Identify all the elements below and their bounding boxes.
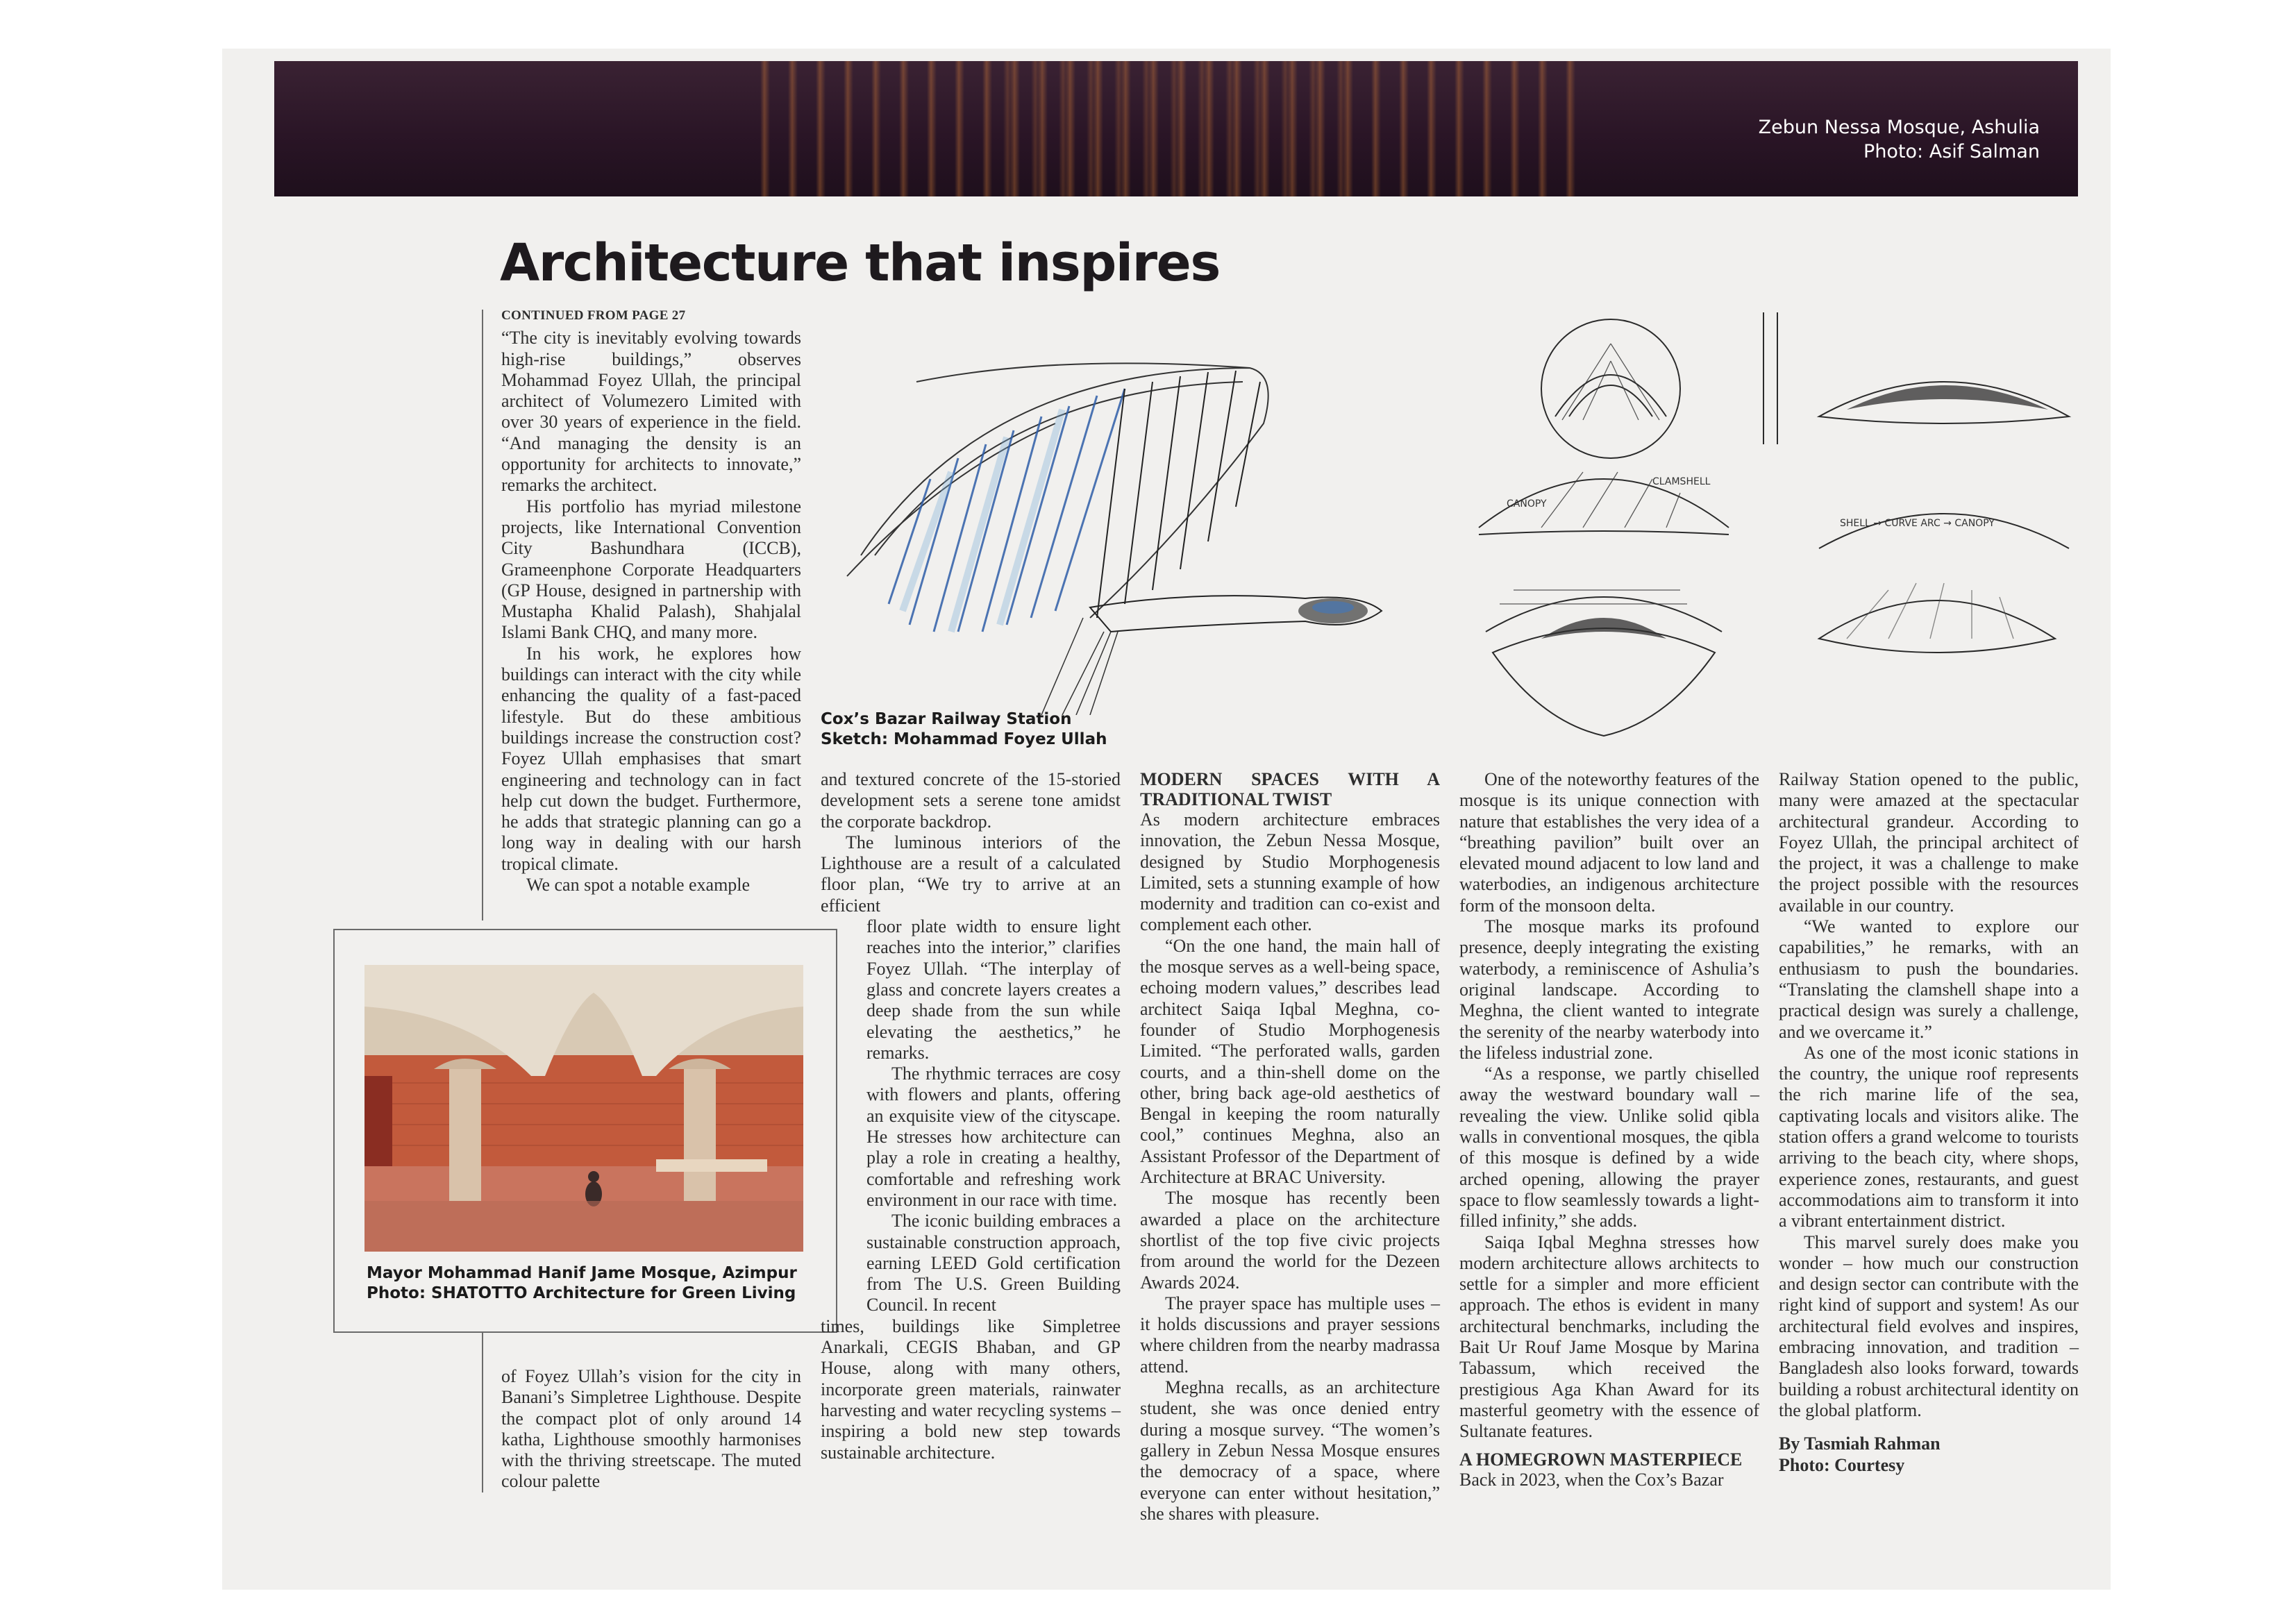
continued-kicker: CONTINUED FROM PAGE 27 [501, 308, 686, 323]
mosque-interior-photo [364, 965, 803, 1252]
mosque-interior-illustration [364, 965, 803, 1252]
paragraph: The rhythmic terraces are cosy with flowers and plants, offering an exquisite view of the cityscape. He stresses how architecture can play a role in creating a healthy, comfortable and refreshing work environment in our race with time. [866, 1063, 1121, 1210]
paragraph: In his work, he explores how buildings can interact with the city while enhancing the quality of a fast-paced lifestyle. But do these ambitious buildings increase the construction cost? Foyez Ullah emphasises that smart engineering and technology can in fact help cut down the budget. Furthermore, he adds that strategic planning can go a long way in dealing with our harsh tropical climate. [501, 643, 801, 874]
paragraph: Back in 2023, when the Cox’s Bazar [1459, 1469, 1724, 1490]
paragraph: His portfolio has myriad milestone projects, like International Convention City Bashundhara (ICCB), Grameenphone Corporate Headquarters (GP House, designed in partnership with Mustapha Khalid Palash), Shahjalal Islami Bank CHQ, and many more. [501, 496, 801, 643]
column-2 [821, 769, 1121, 1463]
photo-caption-credit: Photo: SHATOTTO Architecture for Green Living [367, 1284, 796, 1302]
paragraph: Meghna recalls, as an architecture student, she was once denied entry during a mosque survey. “The women’s gallery in Zebun Nessa Mosque ensures the democracy of a space, where everyone can enter without hesitation,” she shares with pleasure. [1140, 1377, 1440, 1524]
paragraph: As modern architecture embraces innovation, the Zebun Nessa Mosque, designed by Studio Morphogenesis Limited, sets a stunning example of how modernity and tradition can co-exist and complement each other. [1140, 809, 1440, 935]
banner-photo [274, 61, 2078, 196]
article-headline: Architecture that inspires [500, 233, 1220, 293]
photo-caption [367, 1263, 797, 1304]
paragraph: Railway Station opened to the public, many were amazed at the spectacular architectural grandeur. According to Foyez Ullah, the principal architect of the project, it was a challenge to make the project possible with the resources available in our country. [1779, 769, 2079, 916]
paragraph: “The city is inevitably evolving towards high-rise buildings,” observes Mohammad Foyez Ullah, the principal architect of Volumezero Limited with over 30 years of experience in the field. “And managing the density is an opportunity for architects to innovate,” remarks the architect. [501, 328, 801, 496]
photo-caption-title: Mayor Mohammad Hanif Jame Mosque, Azimpur [367, 1264, 797, 1282]
paragraph: This marvel surely does make you wonder – how much our construction and design sector can contribute with the right kind of support and system! As our architectural field evolves and inspires, embracing innovation, and tradition – Bangladesh also looks forward, towards building a robust architectural identity on the global platform. [1779, 1231, 2079, 1420]
column-1-continued [501, 1366, 801, 1492]
concept-sketches [1458, 305, 2118, 750]
column-3 [1140, 769, 1440, 1524]
byline: By Tasmiah Rahman [1779, 1433, 1941, 1454]
photo-credit: Photo: Courtesy [1779, 1454, 1905, 1475]
paragraph: floor plate width to ensure light reaches into the interior,” clarifies Foyez Ullah. “The interplay of glass and concrete layers creates a deep shade from the sun while elevating the aesthetics,” he remarks. [866, 916, 1121, 1063]
sketch-label: CLAMSHELL [1652, 476, 1711, 487]
column-5 [1779, 769, 2079, 1476]
paragraph: “We wanted to explore our capabilities,” he remarks, with an enthusiasm to push the boundaries. “Translating the clamshell shape into a practical design was surely a challenge, and we overcame it.” [1779, 916, 2079, 1042]
section-heading: MODERN SPACES WITH A TRADITIONAL TWIST [1140, 769, 1440, 809]
paragraph: We can spot a notable example [526, 875, 751, 895]
section-heading: A HOMEGROWN MASTERPIECE [1459, 1449, 1743, 1470]
banner-caption-credit: Photo: Asif Salman [1863, 141, 2040, 162]
column-rule [482, 310, 483, 920]
banner-caption-title: Zebun Nessa Mosque, Ashulia [1758, 117, 2040, 138]
sketch-caption-credit: Sketch: Mohammad Foyez Ullah [821, 730, 1107, 748]
column-rule [482, 1333, 483, 1492]
station-sketch [833, 326, 1437, 715]
paragraph: The mosque marks its profound presence, deeply integrating the existing waterbody, a reminiscence of Ashulia’s original landscape. According to Meghna, the client wanted to integrate the serenity of the nearby waterbody into the lifeless industrial zone. [1459, 916, 1759, 1063]
paragraph: The prayer space has multiple uses – it holds discussions and prayer sessions where children from the nearby madrassa attend. [1140, 1293, 1440, 1377]
paragraph: “As a response, we partly chiselled away the westward boundary wall – revealing the view. Unlike solid qibla walls in conventional mosques, the qibla of this mosque is defined by a wide arched opening, allowing the prayer space to flow seamlessly towards a light-filled infinity,” she adds. [1459, 1063, 1759, 1231]
paragraph: As one of the most iconic stations in the country, the unique roof represents the rich marine life of the sea, captivating locals and visitors alike. The station offers a grand welcome to tourists arriving to the beach city, where shops, experience zones, restaurants, and guest accommodations aim to transform it into a vibrant entertainment district. [1779, 1042, 2079, 1231]
column-4 [1459, 769, 1759, 1490]
paragraph: One of the noteworthy features of the mosque is its unique connection with nature that establishes the very idea of a “breathing pavilion” built over an elevated mound adjacent to low land and waterbodies, an indigenous architecture form of the monsoon delta. [1459, 769, 1759, 916]
paragraph: times, buildings like Simpletree Anarkali, CEGIS Bhaban, and GP House, along with many others, incorporate green materials, rainwater harvesting and water recycling systems – inspiring a bold new step towards sustainable architecture. [821, 1315, 1121, 1463]
sketch-caption [821, 709, 1107, 750]
paragraph: The iconic building embraces a sustainable construction approach, earning LEED Gold certification from The U.S. Green Building Council. In recent [866, 1211, 1121, 1315]
sketch-label: SHELL → CURVE ARC → CANOPY [1840, 518, 1995, 529]
column-1 [501, 305, 801, 895]
sketch-caption-title: Cox’s Bazar Railway Station [821, 710, 1072, 728]
paragraph: and textured concrete of the 15-storied development sets a serene tone amidst the corporate backdrop. [821, 769, 1121, 832]
paragraph: The mosque has recently been awarded a place on the architecture shortlist of the top five civic projects from around the world for the Dezeen Awards 2024. [1140, 1188, 1440, 1293]
sketch-label: CANOPY [1507, 498, 1547, 510]
banner-caption [1759, 115, 2040, 164]
paragraph: The luminous interiors of the Lighthouse are a result of a calculated floor plan, “We try to arrive at an efficient [821, 832, 1121, 916]
paragraph: “On the one hand, the main hall of the mosque serves as a well-being space, echoing modern values,” describes lead architect Saiqa Iqbal Meghna, co-founder of Studio Morphogenesis Limited. “The perforated walls, garden courts, and a thin-shell dome on the other, bring back age-old aesthetics of Bengal in keeping the room naturally cool,” continues Meghna, also an Assistant Professor of the Department of Architecture at BRAC University. [1140, 935, 1440, 1188]
paragraph: of Foyez Ullah’s vision for the city in Banani’s Simpletree Lighthouse. Despite the compact plot of only around 14 katha, Lighthouse smoothly harmonises with the thriving streetscape. The muted colour palette [501, 1366, 801, 1492]
paragraph: Saiqa Iqbal Meghna stresses how modern architecture allows architects to settle for a simpler and more efficient approach. The ethos is evident in many architectural benchmarks, including the Bait Ur Rouf Jame Mosque by Marina Tabassum, which received the prestigious Aga Khan Award for its masterful geometry with the essence of Sultanate features. [1459, 1231, 1759, 1442]
